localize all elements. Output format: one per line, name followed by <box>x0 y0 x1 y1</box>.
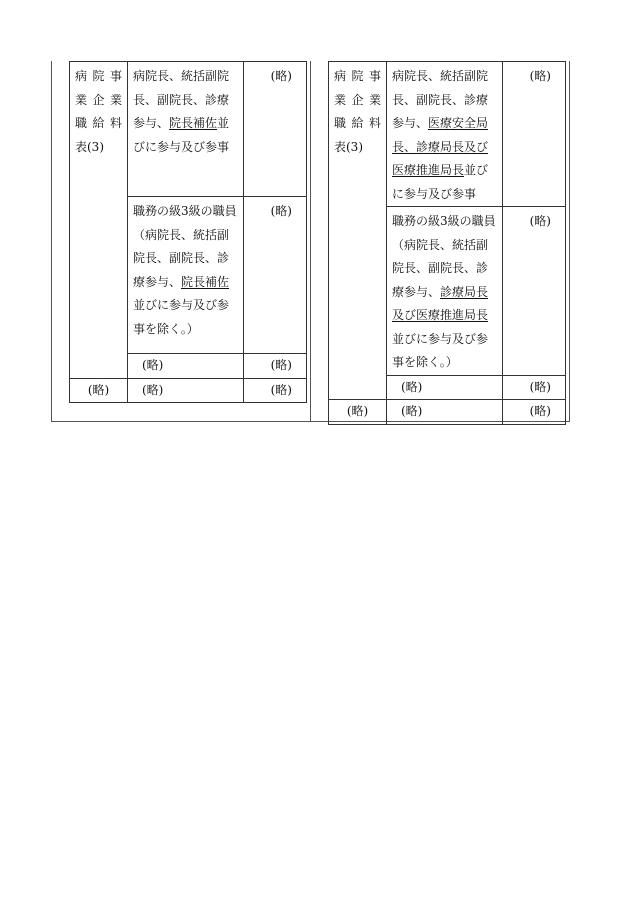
category-label-cell <box>329 62 387 400</box>
value-cell: (略) <box>503 400 566 425</box>
position-cell <box>387 62 503 207</box>
category-label-line: 病院事 <box>334 69 381 83</box>
category-label-line: 業企業 <box>75 92 122 107</box>
value-cell: (略) <box>503 375 566 400</box>
value-cell: (略) <box>244 197 307 354</box>
value-cell: (略) <box>244 378 307 403</box>
table-row <box>329 400 566 425</box>
table-row <box>329 62 566 207</box>
position-text: 並びに参与及び参事 <box>392 163 489 201</box>
category-label-line: 業企業 <box>334 92 381 107</box>
category-label-line: 表(3) <box>75 139 104 154</box>
position-text: 職務の級3級の職員（病院長、統括副院長、副院長、診療参与、 <box>392 214 496 299</box>
position-text: 病院長、統括副院長、副院長、診療参与、 <box>133 69 230 130</box>
position-text: 病院長、統括副院長、副院長、診療参与、 <box>392 69 489 130</box>
right-table <box>328 61 566 425</box>
position-cell <box>128 62 244 197</box>
category-label-line: 職給料 <box>334 116 381 130</box>
category-label-cell <box>70 62 128 379</box>
position-text: 職務の級3級の職員（病院長、統括副院長、副院長、診療参与、 <box>133 204 237 289</box>
position-cell <box>128 197 244 354</box>
position-cell: (略) <box>387 375 503 400</box>
table-row <box>70 62 307 197</box>
position-text: 並びに参与及び参事 <box>133 116 230 154</box>
value-cell: (略) <box>503 62 566 207</box>
column-divider <box>310 61 311 421</box>
value-cell: (略) <box>244 62 307 197</box>
category-label-line: 病院事 <box>75 69 122 83</box>
position-cell <box>387 207 503 376</box>
category-label-cell: (略) <box>329 400 387 425</box>
value-cell: (略) <box>244 354 307 379</box>
amended-text: 医療安全局長、診療局長及び医療推進局長 <box>392 116 489 177</box>
amended-text: 院長補佐 <box>169 116 218 130</box>
position-cell: (略) <box>387 400 503 425</box>
table-row <box>70 378 307 403</box>
amended-text: 院長補佐 <box>181 274 230 289</box>
position-cell: (略) <box>128 354 244 379</box>
amended-text: 診療局長及び医療推進局長 <box>392 284 489 322</box>
left-table <box>69 61 307 403</box>
position-text: 並びに参与及び参事を除く。） <box>133 298 230 336</box>
position-text: 並びに参与及び参事を除く。） <box>392 331 489 369</box>
category-label-cell: (略) <box>70 378 128 403</box>
value-cell: (略) <box>503 207 566 376</box>
position-cell: (略) <box>128 378 244 403</box>
category-label-line: 職給料 <box>75 116 122 130</box>
category-label-line: 表(3) <box>334 139 363 154</box>
